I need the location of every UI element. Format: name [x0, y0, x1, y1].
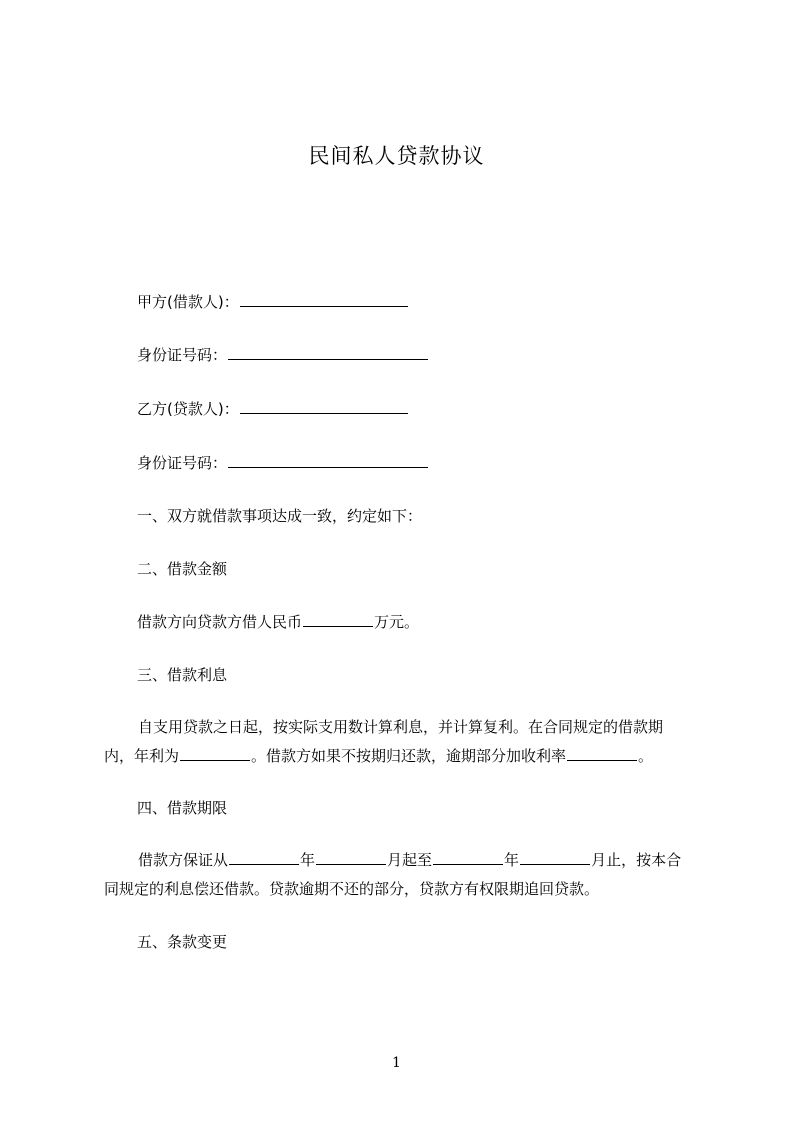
party-b-id-line [137, 452, 429, 473]
clause4-line1-a: 借款方保证从 [138, 851, 229, 869]
clause2-text-after: 万元。 [374, 613, 420, 631]
clause4-line2: 同规定的利息偿还借款。贷款逾期不还的部分，贷款方有权限期追回贷款。 [104, 880, 600, 898]
clause4-line1-d: 年 [504, 851, 520, 869]
clause4-line1-b: 年 [300, 851, 316, 869]
document-title: 民间私人贷款协议 [308, 144, 485, 168]
party-b-line [137, 398, 409, 419]
party-b-label: 乙方(贷款人)： [137, 400, 239, 418]
clause3-heading: 三、借款利息 [137, 666, 228, 684]
party-b-blank[interactable] [240, 399, 408, 414]
party-a-id-label: 身份证号码： [137, 346, 228, 364]
clause5-heading: 五、条款变更 [137, 933, 228, 951]
end-month-blank[interactable] [520, 850, 590, 865]
clause2-text [137, 611, 419, 632]
page-number: 1 [392, 1055, 401, 1071]
clause4-line1-e: 月止，按本合 [591, 851, 682, 869]
clause4-line1 [104, 846, 700, 875]
clause4-line1-c: 月起至 [387, 851, 433, 869]
clause3-line2-c: 。 [638, 747, 654, 765]
annual-rate-blank[interactable] [180, 746, 250, 761]
clause3-paragraph [104, 713, 700, 771]
clause4-heading: 四、借款期限 [137, 799, 228, 817]
party-a-id-blank[interactable] [228, 345, 428, 360]
clause2-heading: 二、借款金额 [137, 560, 228, 578]
clause3-line2-a: 内，年利为 [104, 747, 180, 765]
clause3-line2-b: 。借款方如果不按期归还款，逾期部分加收利率 [251, 747, 567, 765]
clause4-paragraph [104, 846, 700, 904]
start-month-blank[interactable] [316, 850, 386, 865]
party-a-label: 甲方(借款人)： [137, 293, 239, 311]
party-a-id-line [137, 344, 429, 365]
party-a-blank[interactable] [240, 292, 408, 307]
start-year-blank[interactable] [229, 850, 299, 865]
overdue-rate-blank[interactable] [567, 746, 637, 761]
clause3-line1: 自支用贷款之日起，按实际支用数计算利息，并计算复利。在合同规定的借款期 [138, 718, 664, 736]
party-b-id-label: 身份证号码： [137, 454, 228, 472]
clause3-line2 [104, 742, 700, 771]
clause1-heading: 一、双方就借款事项达成一致，约定如下： [137, 507, 423, 525]
party-a-line [137, 291, 409, 312]
loan-amount-blank[interactable] [303, 612, 373, 627]
end-year-blank[interactable] [433, 850, 503, 865]
party-b-id-blank[interactable] [228, 453, 428, 468]
clause2-text-before: 借款方向贷款方借人民币 [137, 613, 303, 631]
